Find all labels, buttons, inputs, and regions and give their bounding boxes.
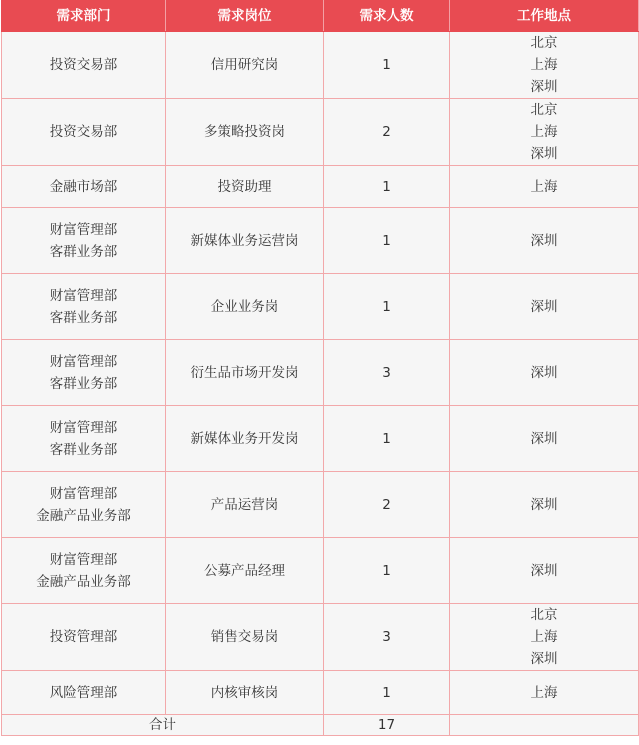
cell-position: 产品运营岗 [166,472,324,538]
cell-location-line: 上海 [530,124,558,140]
cell-position: 多策略投资岗 [166,99,324,166]
cell-location [450,99,639,166]
cell-location-line: 上海 [530,178,558,195]
cell-dept-line: 客群业务部 [49,375,118,392]
cell-position: 投资助理 [166,166,324,208]
cell-count: 3 [324,340,450,406]
cell-dept-line: 财富管理部 [49,551,118,568]
cell-dept-line: 金融市场部 [49,178,118,195]
cell-dept [2,671,166,715]
cell-dept [2,406,166,472]
cell-dept-line: 客群业务部 [49,441,118,458]
table-row [2,538,639,604]
cell-count: 1 [324,274,450,340]
cell-dept-line: 金融产品业务部 [36,507,131,524]
cell-dept [2,99,166,166]
cell-count: 1 [324,406,450,472]
cell-count: 1 [324,538,450,604]
cell-dept-line: 财富管理部 [49,419,118,436]
table-row [2,208,639,274]
recruitment-table [1,0,639,736]
cell-count: 3 [324,604,450,671]
header-position: 需求岗位 [166,1,324,32]
cell-location-line: 上海 [530,629,558,645]
cell-location [450,406,639,472]
cell-position: 内核审核岗 [166,671,324,715]
cell-location-line: 深圳 [530,298,558,315]
cell-dept-line: 投资交易部 [49,57,118,73]
cell-dept [2,208,166,274]
total-empty [450,715,639,736]
table-row [2,99,639,166]
cell-dept [2,340,166,406]
cell-dept-line: 风险管理部 [49,684,118,701]
cell-dept-line: 财富管理部 [49,353,118,370]
cell-location-line: 上海 [530,684,558,701]
cell-dept-line: 客群业务部 [49,243,118,260]
cell-count: 1 [324,208,450,274]
cell-dept [2,472,166,538]
table-row [2,274,639,340]
table-row [2,671,639,715]
cell-location-line: 深圳 [530,562,558,579]
cell-position: 公募产品经理 [166,538,324,604]
cell-location [450,32,639,99]
table-row [2,340,639,406]
cell-position: 企业业务岗 [166,274,324,340]
cell-dept-line: 金融产品业务部 [36,573,131,590]
cell-location-line: 深圳 [530,430,558,447]
cell-location [450,208,639,274]
cell-count: 2 [324,472,450,538]
cell-location-line: 深圳 [530,651,558,667]
cell-location-line: 北京 [530,102,558,118]
cell-dept-line: 投资交易部 [49,124,118,140]
cell-location-line: 北京 [530,35,558,51]
cell-dept-line: 投资管理部 [49,629,118,645]
cell-position: 信用研究岗 [166,32,324,99]
total-count: 17 [324,715,450,736]
cell-position: 销售交易岗 [166,604,324,671]
cell-location [450,671,639,715]
table-body [2,32,639,715]
cell-position: 新媒体业务运营岗 [166,208,324,274]
cell-dept [2,538,166,604]
total-row [2,715,639,736]
cell-dept [2,604,166,671]
header-row [2,1,639,32]
cell-dept-line: 财富管理部 [49,221,118,238]
cell-count: 2 [324,99,450,166]
table-row [2,472,639,538]
cell-location-line: 深圳 [530,79,558,95]
cell-location [450,604,639,671]
cell-location-line: 深圳 [530,364,558,381]
total-label: 合计 [2,715,324,736]
cell-location [450,472,639,538]
cell-count: 1 [324,166,450,208]
header-location: 工作地点 [450,1,639,32]
cell-location [450,340,639,406]
cell-location [450,166,639,208]
table-row [2,32,639,99]
cell-count: 1 [324,671,450,715]
cell-dept-line: 财富管理部 [49,287,118,304]
cell-position: 衍生品市场开发岗 [166,340,324,406]
table-row [2,604,639,671]
cell-dept [2,166,166,208]
header-count: 需求人数 [324,1,450,32]
cell-dept [2,32,166,99]
table-row [2,406,639,472]
cell-location [450,538,639,604]
cell-count: 1 [324,32,450,99]
cell-dept [2,274,166,340]
cell-location-line: 北京 [530,607,558,623]
table-row [2,166,639,208]
header-dept: 需求部门 [2,1,166,32]
cell-location [450,274,639,340]
cell-location-line: 深圳 [530,496,558,513]
cell-location-line: 深圳 [530,146,558,162]
cell-position: 新媒体业务开发岗 [166,406,324,472]
cell-location-line: 上海 [530,57,558,73]
cell-location-line: 深圳 [530,232,558,249]
cell-dept-line: 财富管理部 [49,485,118,502]
cell-dept-line: 客群业务部 [49,309,118,326]
